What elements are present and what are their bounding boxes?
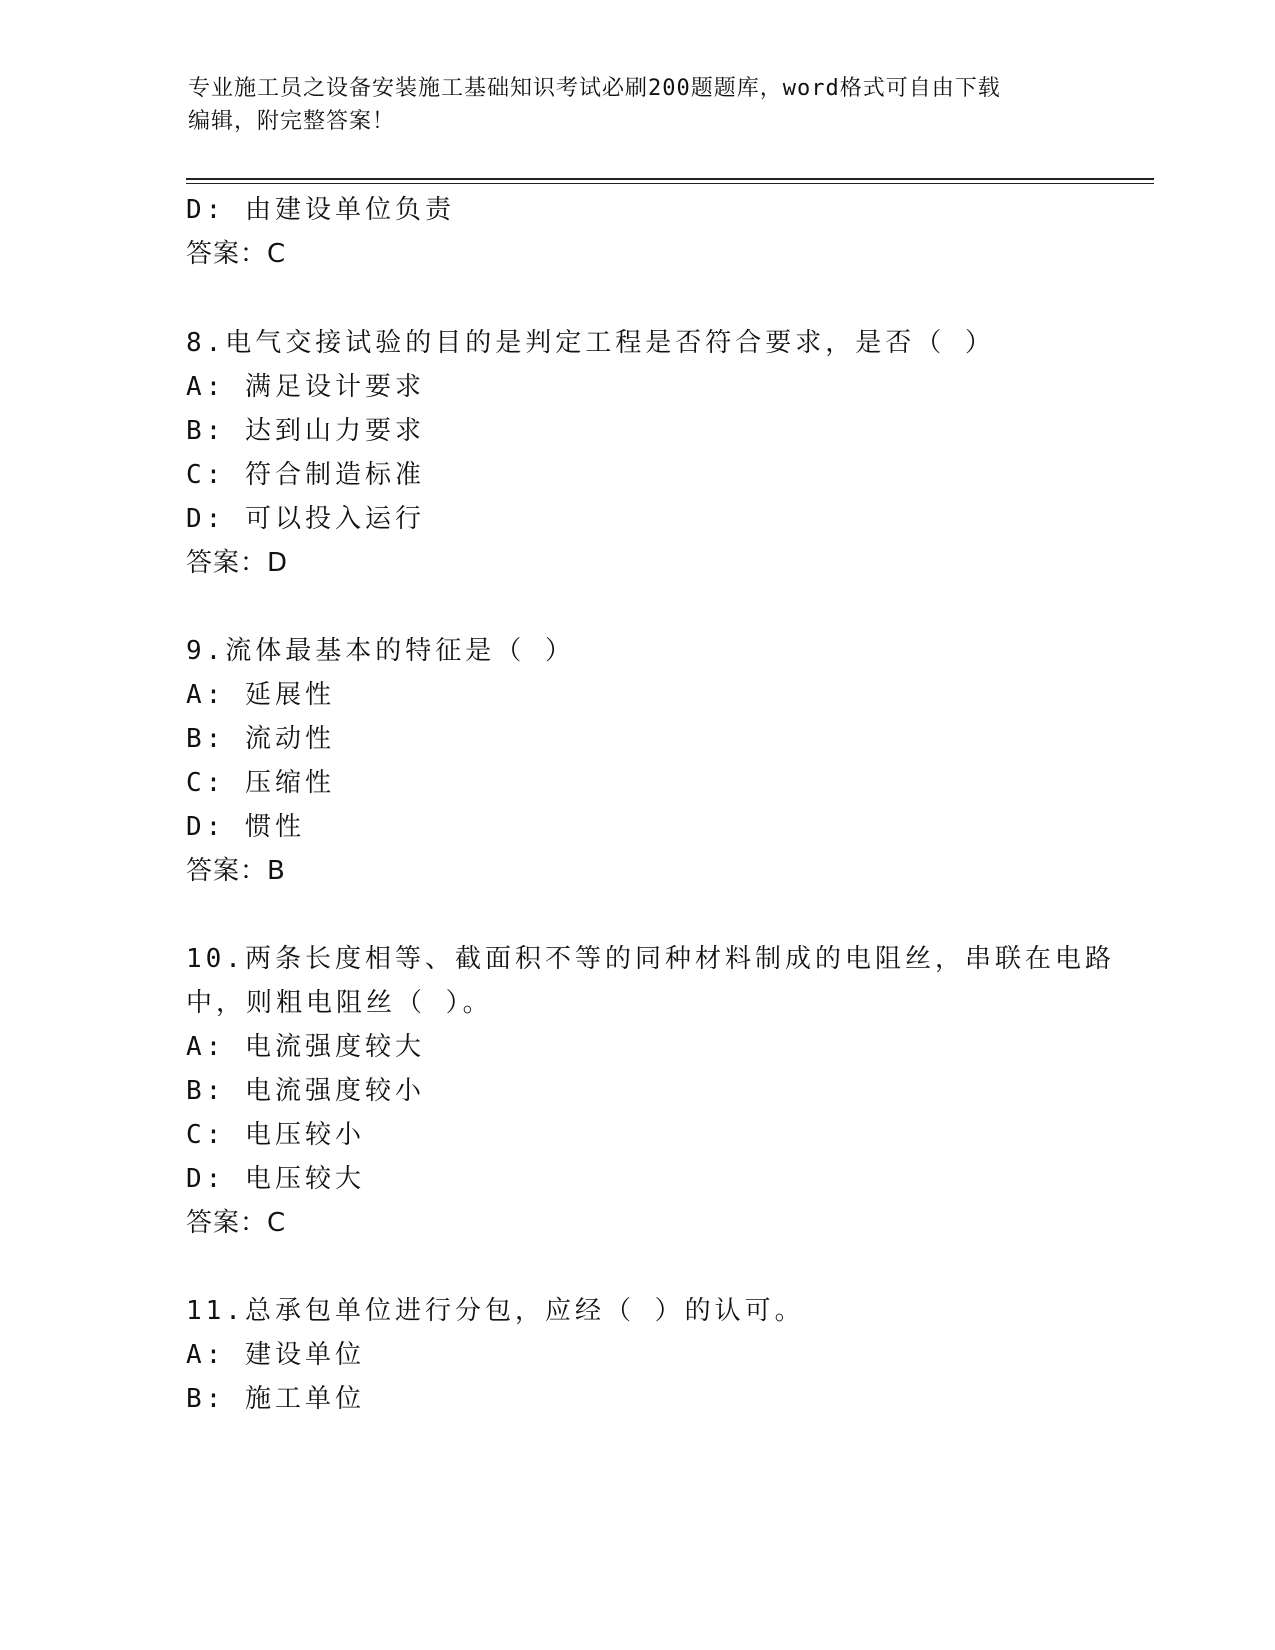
q9-option-a: A: 延展性	[186, 680, 335, 710]
q9-option-b: B: 流动性	[186, 724, 335, 754]
q8-answer: 答案：D	[186, 548, 289, 578]
q8-option-a: A: 满足设计要求	[186, 372, 425, 402]
q8-option-b: B: 达到山力要求	[186, 416, 425, 446]
q9-answer: 答案：B	[186, 856, 286, 886]
q10-stem-line-2: 中，则粗电阻丝（ ）。	[186, 988, 493, 1018]
header-title-line-1: 专业施工员之设备安装施工基础知识考试必刷200题题库，word格式可自由下载	[188, 76, 1001, 101]
document-header	[188, 72, 1068, 138]
q10-option-b: B: 电流强度较小	[186, 1076, 425, 1106]
q11-option-b: B: 施工单位	[186, 1384, 365, 1414]
q8-stem: 8.电气交接试验的目的是判定工程是否符合要求，是否（ ）	[186, 328, 995, 358]
q10-option-c: C: 电压较小	[186, 1120, 365, 1150]
header-divider-thick	[186, 178, 1154, 180]
q10-option-a: A: 电流强度较大	[186, 1032, 425, 1062]
q10-answer: 答案：C	[186, 1208, 287, 1238]
prev-option-d: D: 由建设单位负责	[186, 195, 455, 225]
q9-option-c: C: 压缩性	[186, 768, 335, 798]
q11-stem: 11.总承包单位进行分包，应经（ ）的认可。	[186, 1296, 805, 1326]
q9-option-d: D: 惯性	[186, 812, 305, 842]
q10-option-d: D: 电压较大	[186, 1164, 365, 1194]
q10-stem-line-1: 10.两条长度相等、截面积不等的同种材料制成的电阻丝，串联在电路	[186, 944, 1115, 974]
q8-option-d: D: 可以投入运行	[186, 504, 425, 534]
q9-stem: 9.流体最基本的特征是（ ）	[186, 636, 575, 666]
header-title-line-2: 编辑，附完整答案！	[188, 109, 396, 134]
header-divider-thin	[186, 183, 1154, 184]
q8-option-c: C: 符合制造标准	[186, 460, 425, 490]
prev-answer: 答案：C	[186, 239, 287, 269]
q11-option-a: A: 建设单位	[186, 1340, 365, 1370]
